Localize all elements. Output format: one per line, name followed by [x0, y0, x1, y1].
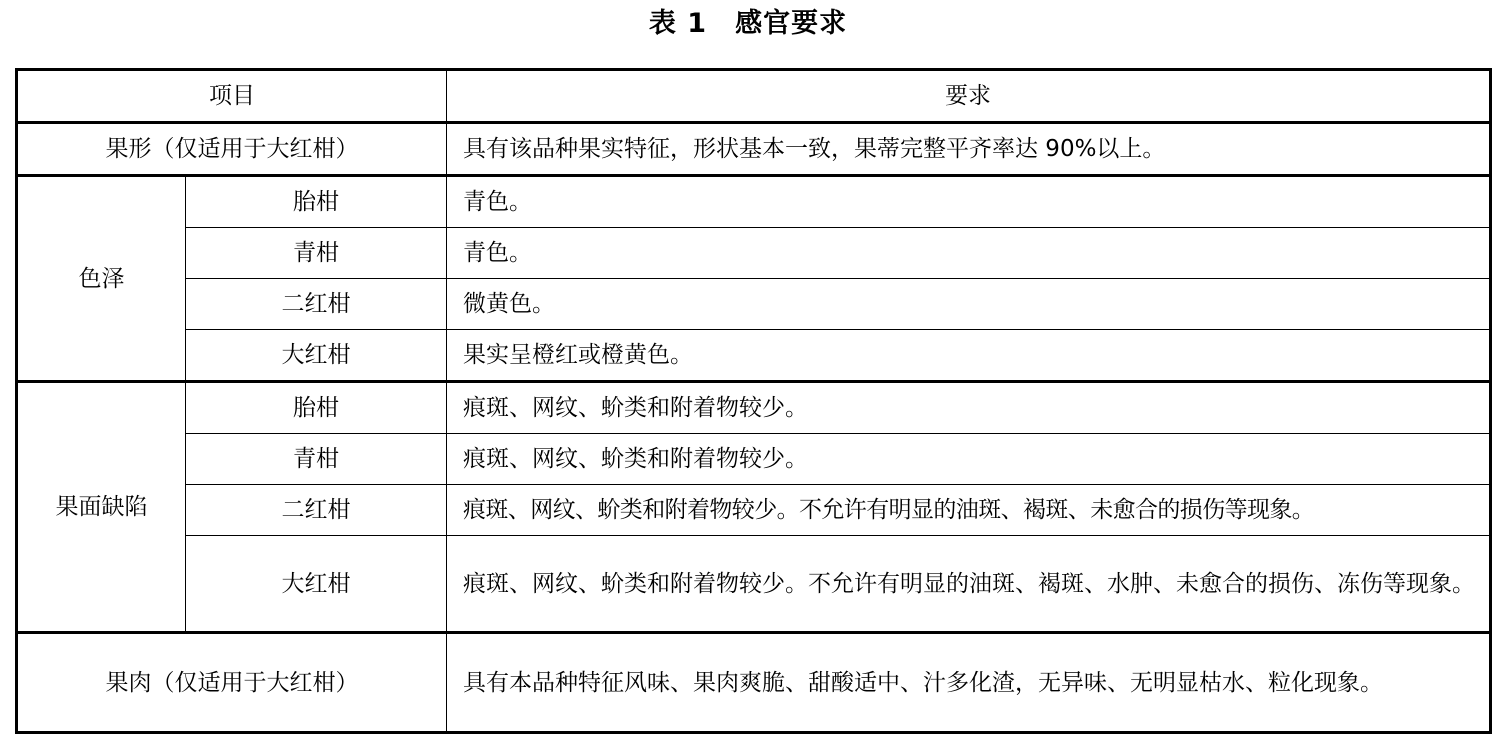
row-shape-requirement: 具有该品种果实特征，形状基本一致，果蒂完整平齐率达 90%以上。 — [447, 123, 1491, 176]
table-row-flesh — [17, 633, 1491, 733]
defects-requirement: 痕斑、网纹、蚧类和附着物较少。不允许有明显的油斑、褐斑、未愈合的损伤等现象。 — [447, 485, 1491, 536]
sensory-requirements-table — [15, 68, 1492, 734]
row-flesh-requirement: 具有本品种特征风味、果肉爽脆、甜酸适中、汁多化渣，无异味、无明显枯水、粒化现象。 — [447, 633, 1491, 733]
table-row — [17, 382, 1491, 434]
table-row — [17, 536, 1491, 633]
defects-requirement: 痕斑、网纹、蚧类和附着物较少。 — [447, 382, 1491, 434]
color-variety: 大红柑 — [186, 330, 447, 382]
defects-requirement: 痕斑、网纹、蚧类和附着物较少。 — [447, 434, 1491, 485]
table-row — [17, 176, 1491, 228]
color-requirement: 果实呈橙红或橙黄色。 — [447, 330, 1491, 382]
table-caption: 表 1 感官要求 — [648, 8, 848, 39]
color-requirement: 青色。 — [447, 176, 1491, 228]
table-row — [17, 485, 1491, 536]
color-variety: 青柑 — [186, 228, 447, 279]
table-row — [17, 434, 1491, 485]
table-row — [17, 279, 1491, 330]
defects-variety: 二红柑 — [186, 485, 447, 536]
defects-group-label: 果面缺陷 — [17, 382, 186, 633]
table-header-row — [17, 70, 1491, 123]
defects-variety: 胎柑 — [186, 382, 447, 434]
defects-requirement: 痕斑、网纹、蚧类和附着物较少。不允许有明显的油斑、褐斑、水肿、未愈合的损伤、冻伤等现象。 — [447, 536, 1491, 633]
defects-variety: 大红柑 — [186, 536, 447, 633]
color-variety: 二红柑 — [186, 279, 447, 330]
color-variety: 胎柑 — [186, 176, 447, 228]
color-requirement: 青色。 — [447, 228, 1491, 279]
color-group-label: 色泽 — [17, 176, 186, 382]
color-requirement: 微黄色。 — [447, 279, 1491, 330]
row-shape-label: 果形（仅适用于大红柑） — [17, 123, 447, 176]
defects-variety: 青柑 — [186, 434, 447, 485]
header-requirement: 要求 — [447, 70, 1491, 123]
header-item: 项目 — [17, 70, 447, 123]
table-row — [17, 228, 1491, 279]
table-row — [17, 330, 1491, 382]
row-flesh-label: 果肉（仅适用于大红柑） — [17, 633, 447, 733]
table-row-shape — [17, 123, 1491, 176]
